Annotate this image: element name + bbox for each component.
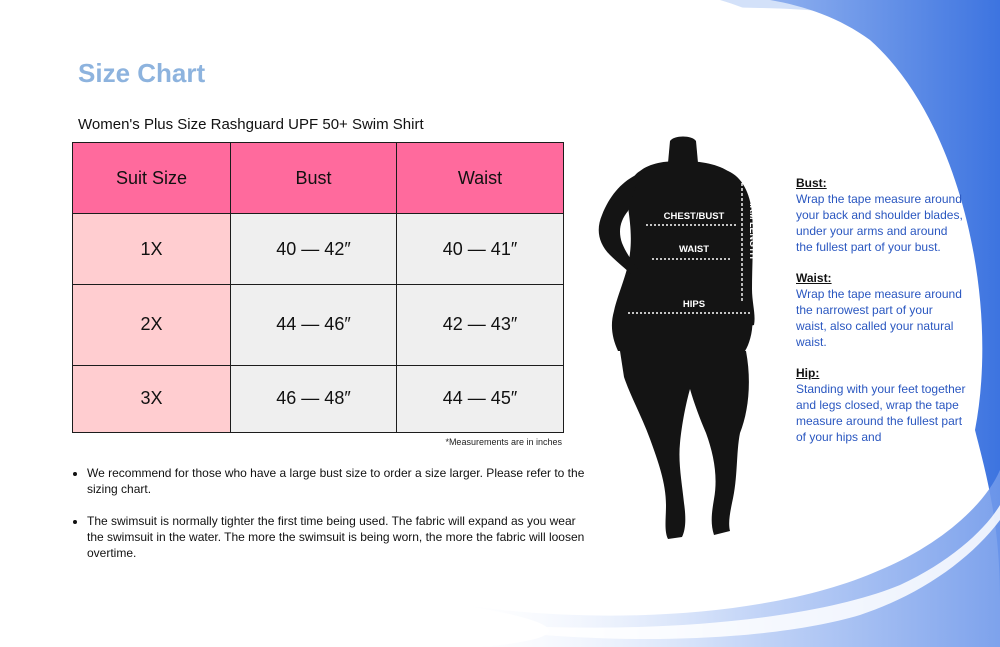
size-cell: 3X xyxy=(73,365,231,432)
waist-instruction xyxy=(796,271,966,350)
recommendation-list xyxy=(70,465,587,577)
table-row xyxy=(73,365,564,432)
bust-cell: 44 — 46″ xyxy=(231,285,397,365)
measurement-unit-note: *Measurements are in inches xyxy=(445,437,562,447)
hip-instruction xyxy=(796,366,966,445)
list-item: • We recommend for those who have a large bust size to order a size larger. Please refer to the sizing chart. xyxy=(87,465,587,497)
chest-bust-label: CHEST/BUST xyxy=(663,211,725,222)
waist-cell: 44 — 45″ xyxy=(397,365,564,432)
bust-heading: Bust: xyxy=(796,176,827,190)
product-subtitle: Women's Plus Size Rashguard UPF 50+ Swim Shirt xyxy=(78,116,424,133)
size-cell: 2X xyxy=(73,285,231,365)
size-cell: 1X xyxy=(73,214,231,285)
hips-label: HIPS xyxy=(682,299,706,310)
table-row xyxy=(73,285,564,365)
header-waist: Waist xyxy=(397,143,564,214)
hip-description: Standing with your feet together and legs closed, wrap the tape measure around the fullest part of your hips and xyxy=(796,382,966,444)
hip-heading: Hip: xyxy=(796,366,820,380)
arm-length-label: ARM LENGTH xyxy=(748,199,758,259)
table-row xyxy=(73,214,564,285)
waist-heading: Waist: xyxy=(796,271,832,285)
table-header-row xyxy=(73,143,564,214)
waist-label: WAIST xyxy=(678,244,710,255)
body-silhouette-figure xyxy=(590,133,770,545)
measurement-instructions xyxy=(796,176,966,461)
list-item: • The swimsuit is normally tighter the first time being used. The fabric will expand as you wear the swimsuit in the water. The more the swimsuit is being worn, the more the fabric will loosen overtime. xyxy=(87,513,587,561)
silhouette-shape xyxy=(599,137,755,540)
header-bust: Bust xyxy=(231,143,397,214)
waist-description: Wrap the tape measure around the narrowest part of your waist, also called your natural waist. xyxy=(796,287,962,349)
bust-instruction xyxy=(796,176,966,255)
bust-cell: 46 — 48″ xyxy=(231,365,397,432)
page-title: Size Chart xyxy=(78,58,206,88)
waist-cell: 40 — 41″ xyxy=(397,214,564,285)
header-suit-size: Suit Size xyxy=(73,143,231,214)
size-chart-table xyxy=(72,142,564,433)
bust-cell: 40 — 42″ xyxy=(231,214,397,285)
bust-description: Wrap the tape measure around your back and shoulder blades, under your arms and around the fullest part of your bust. xyxy=(796,192,963,254)
waist-cell: 42 — 43″ xyxy=(397,285,564,365)
